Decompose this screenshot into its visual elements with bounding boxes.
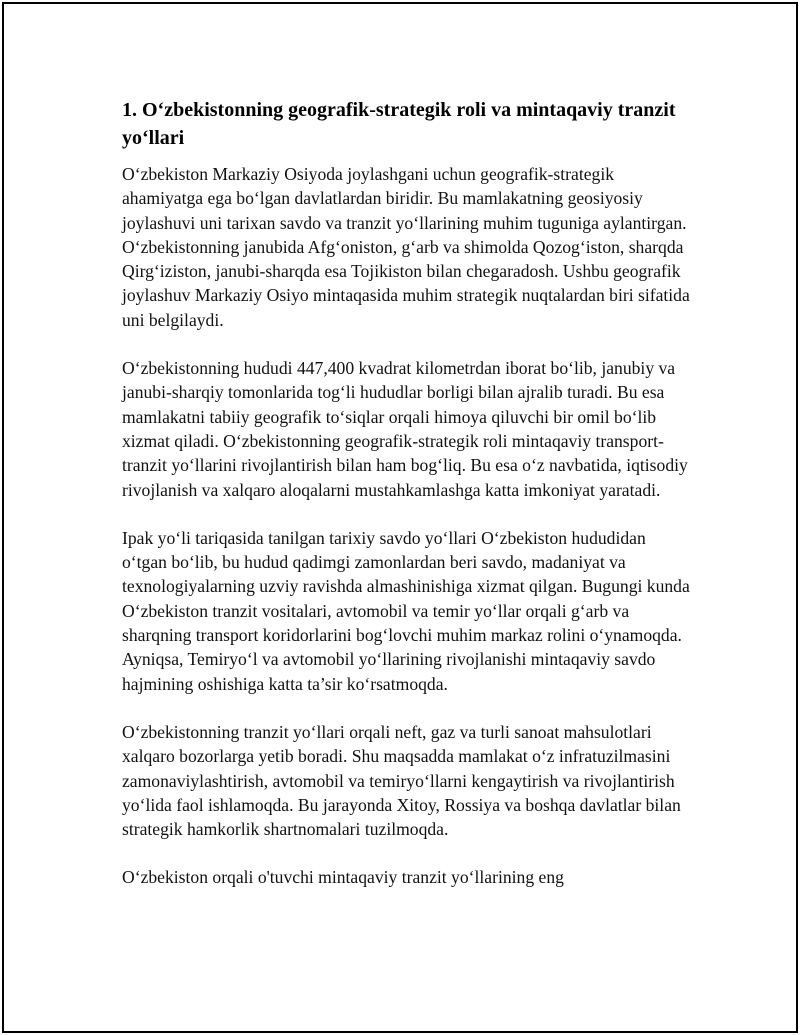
paragraph-2: O‘zbekistonning hududi 447,400 kvadrat kilometrdan iborat bo‘lib, janubiy va janubi-sharqiy tomonlarida tog‘li hududlar borligi bilan ajralib turadi. Bu esa mamlakatni tabiiy geografik to‘siqlar orqali himoya qiluvchi bir omil bo‘lib xizmat qiladi. O‘zbekistonning geografik-strategik roli mintaqaviy transport-tranzit yo‘llarini rivojlantirish bilan ham bog‘liq. Bu esa o‘z navbatida, iqtisodiy rivojlanish va xalqaro aloqalarni mustahkamlashga katta imkoniyat yaratadi. bbox=[122, 358, 688, 500]
page-frame bbox=[2, 2, 798, 1033]
paragraph-4: O‘zbekistonning tranzit yo‘llari orqali neft, gaz va turli sanoat mahsulotlari xalqaro bozorlarga yetib boradi. Shu maqsadda mamlakat o‘z infratuzilmasini zamonaviylashtirish, avtomobil va temiryo‘llarni kengaytirish va rivojlantirish yo‘lida faol ishlamoqda. Bu jarayonda Xitoy, Rossiya va boshqa davlatlar bilan strategik hamkorlik shartnomalari tuzilmoqda. bbox=[122, 721, 681, 840]
document-body bbox=[122, 96, 692, 914]
section-title: 1. O‘zbekistonning geografik-strategik roli va mintaqaviy tranzit yo‘llari bbox=[122, 99, 676, 149]
paragraph-1: O‘zbekiston Markaziy Osiyoda joylashgani uchun geografik-strategik ahamiyatga ega bo‘lgan davlatlardan biridir. Bu mamlakatning geosiyosiy joylashuvi uni tarixan savdo va tranzit yo‘llarining muhim tuguniga aylantirgan. O‘zbekistonning janubida Afg‘oniston, g‘arb va shimolda Qozog‘iston, sharqda Qirg‘iziston, janubi-sharqda esa Tojikiston bilan chegaradosh. Ushbu geografik joylashuv Markaziy Osiyo mintaqasida muhim strategik nuqtalardan biri sifatida uni belgilaydi. bbox=[122, 164, 690, 330]
paragraph-3: Ipak yo‘li tariqasida tanilgan tarixiy savdo yo‘llari O‘zbekiston hududidan o‘tgan bo‘lib, bu hudud qadimgi zamonlardan beri savdo, madaniyat va texnologiyalarning uzviy ravishda almashinishiga xizmat qilgan. Bugungi kunda O‘zbekiston tranzit vositalari, avtomobil va temir yo‘llar orqali g‘arb va sharqning transport koridorlarini bog‘lovchi muhim markaz rolini o‘ynamoqda. Ayniqsa, Temiryo‘l va avtomobil yo‘llarining rivojlanishi mintaqaviy savdo hajmining oshishiga katta ta’sir ko‘rsatmoqda. bbox=[122, 527, 690, 694]
paragraph-5: O‘zbekiston orqali o'tuvchi mintaqaviy tranzit yo‘llarining eng bbox=[122, 867, 564, 888]
